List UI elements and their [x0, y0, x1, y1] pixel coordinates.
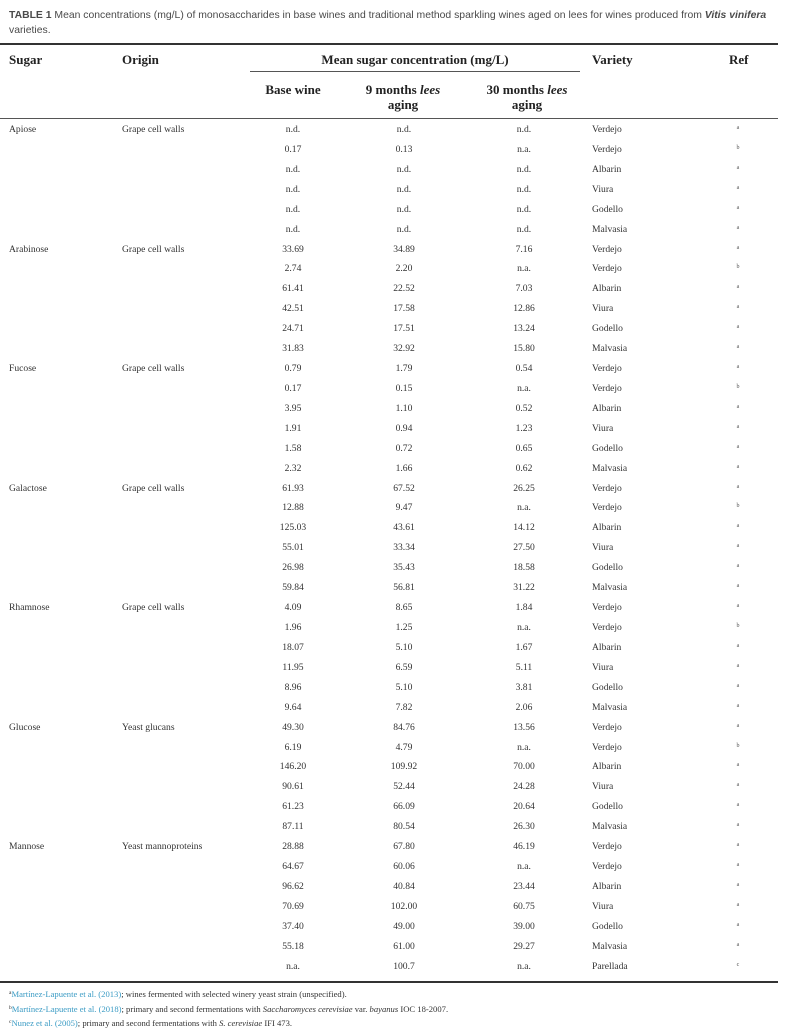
cell-9-months: 5.10 [395, 681, 413, 693]
cell-9-months: 100.7 [393, 960, 415, 972]
cell-variety: Albarin [592, 283, 622, 295]
caption-species: Vitis vinifera [704, 10, 767, 21]
cell-variety: Albarin [592, 522, 622, 534]
cell-base-wine: 42.51 [282, 303, 304, 315]
cell-30-months: 7.16 [515, 243, 533, 255]
cell-30-months: 1.23 [515, 422, 533, 434]
cell-30-months: n.a. [517, 741, 531, 753]
cell-variety: Malvasia [592, 343, 628, 355]
footnote-b: $^b$Martínez-Lapuente et al. (2018); primary and second fermentations with Saccharomyces cerevisiae var. bayanus IOC 18-2007. [9, 1004, 449, 1014]
cell-30-months: n.d. [516, 163, 532, 175]
cell-ref: a [736, 403, 740, 410]
cell-variety: Verdejo [592, 602, 622, 614]
cell-variety: Albarin [592, 402, 622, 414]
cell-base-wine: 55.18 [282, 940, 304, 952]
cell-30-months: 27.50 [513, 542, 535, 554]
cell-variety: Godello [592, 801, 623, 813]
cell-9-months: n.d. [396, 124, 412, 135]
cell-base-wine: n.d. [285, 183, 301, 195]
cell-9-months: 0.72 [395, 442, 413, 454]
cell-variety: Verdejo [592, 741, 622, 753]
cell-30-months: 13.24 [513, 323, 535, 335]
cell-variety: Albarin [592, 163, 622, 175]
cell-ref: a [736, 463, 740, 470]
cell-variety: Viura [592, 183, 614, 195]
cell-30-months: n.d. [516, 124, 532, 135]
cell-variety: Godello [592, 681, 623, 693]
cell-base-wine: 28.88 [282, 841, 304, 853]
header-ref: Ref [729, 52, 749, 67]
cell-ref: b [736, 264, 740, 271]
header-group-rule [250, 71, 580, 72]
cell-9-months: n.d. [396, 223, 412, 235]
cell-base-wine: 2.74 [284, 263, 302, 275]
cell-variety: Godello [592, 442, 623, 454]
cell-30-months: 31.22 [513, 582, 535, 594]
cell-ref: a [736, 523, 740, 530]
cell-9-months: 52.44 [393, 781, 415, 793]
cell-base-wine: 2.32 [284, 462, 302, 474]
cell-variety: Malvasia [592, 701, 628, 713]
cell-origin: Yeast glucans [122, 721, 175, 733]
cell-30-months: n.a. [517, 382, 531, 394]
cell-base-wine: 18.07 [282, 641, 304, 653]
cell-ref: a [736, 862, 740, 869]
cell-origin: Grape cell walls [122, 363, 185, 375]
cell-ref: a [736, 184, 740, 191]
cell-30-months: 14.12 [513, 522, 535, 534]
cell-ref: a [736, 164, 740, 171]
cell-base-wine: n.d. [285, 223, 301, 235]
cell-9-months: 9.47 [395, 502, 413, 514]
cell-variety: Viura [592, 661, 614, 673]
cell-variety: Verdejo [592, 382, 622, 394]
cell-9-months: 0.94 [395, 422, 413, 434]
cell-base-wine: 26.98 [282, 562, 304, 574]
header-30-months: 30 months lees aging [486, 82, 568, 112]
cell-sugar: Rhamnose [9, 602, 50, 614]
cell-ref: a [736, 344, 740, 351]
cell-ref: b [736, 144, 740, 151]
cell-30-months: 60.75 [513, 900, 535, 912]
cell-ref: a [736, 881, 740, 888]
cell-sugar: Apiose [9, 124, 37, 135]
cell-variety: Godello [592, 920, 623, 932]
cell-9-months: 109.92 [390, 761, 418, 773]
cell-9-months: 8.65 [395, 602, 413, 614]
cell-variety: Verdejo [592, 243, 622, 255]
header-bottom-rule [0, 118, 778, 119]
cell-base-wine: 3.95 [284, 402, 302, 414]
cell-variety: Godello [592, 203, 623, 215]
cell-9-months: 66.09 [393, 801, 415, 813]
cell-9-months: 0.15 [395, 382, 413, 394]
cell-30-months: 15.80 [513, 343, 535, 355]
cell-30-months: n.a. [517, 502, 531, 514]
cell-9-months: 56.81 [393, 582, 415, 594]
cell-30-months: 1.67 [515, 641, 533, 653]
cell-30-months: 18.58 [513, 562, 535, 574]
cell-ref: a [736, 443, 740, 450]
cell-30-months: n.a. [517, 861, 531, 873]
cell-9-months: 17.51 [393, 323, 415, 335]
cell-ref: a [736, 364, 740, 371]
cell-base-wine: 0.79 [284, 363, 302, 375]
cell-9-months: 2.20 [395, 263, 413, 275]
cell-ref: a [736, 921, 740, 928]
cell-9-months: 1.66 [395, 462, 413, 474]
footnote-citation-link[interactable]: Martínez-Lapuente et al. (2018) [11, 1004, 122, 1014]
cell-9-months: 1.79 [395, 363, 413, 375]
cell-ref: a [736, 125, 740, 131]
cell-30-months: 26.30 [513, 821, 535, 833]
table-bottom-rule [0, 981, 778, 983]
cell-ref: a [736, 642, 740, 649]
cell-9-months: 102.00 [390, 900, 418, 912]
cell-base-wine: n.d. [285, 124, 301, 135]
cell-ref: a [736, 204, 740, 211]
cell-variety: Malvasia [592, 940, 628, 952]
cell-30-months: 23.44 [513, 880, 535, 892]
cell-ref: a [736, 802, 740, 809]
header-sugar: Sugar [9, 52, 43, 67]
cell-ref: b [736, 503, 740, 510]
cell-9-months: n.d. [396, 163, 412, 175]
cell-9-months: n.d. [396, 203, 412, 215]
cell-base-wine: 146.20 [279, 761, 307, 773]
cell-30-months: 0.65 [515, 442, 533, 454]
cell-origin: Grape cell walls [122, 124, 185, 135]
cell-30-months: 3.81 [515, 681, 533, 693]
cell-ref: a [736, 662, 740, 669]
cell-30-months: 26.25 [513, 482, 535, 494]
cell-base-wine: 8.96 [284, 681, 302, 693]
cell-9-months: 84.76 [393, 721, 415, 733]
cell-ref: a [736, 543, 740, 550]
cell-9-months: 32.92 [393, 343, 415, 355]
cell-ref: a [736, 901, 740, 908]
cell-origin: Grape cell walls [122, 243, 185, 255]
footnote-a: $^a$Martínez-Lapuente et al. (2013); wines fermented with selected winery yeast strain (unspecified). [9, 989, 347, 999]
cell-origin: Yeast mannoproteins [122, 841, 203, 853]
cell-30-months: n.a. [517, 143, 531, 155]
cell-variety: Verdejo [592, 482, 622, 494]
cell-9-months: 35.43 [393, 562, 415, 574]
cell-base-wine: 31.83 [282, 343, 304, 355]
cell-base-wine: 64.67 [282, 861, 304, 873]
cell-sugar: Mannose [9, 841, 45, 853]
cell-30-months: 7.03 [515, 283, 533, 295]
cell-base-wine: 61.23 [282, 801, 304, 813]
footnote-c: $^c$Nunez et al. (2005); primary and second fermentations with S. cerevisiae IFI 473. [9, 1018, 293, 1028]
cell-ref: a [736, 682, 740, 689]
cell-base-wine: 0.17 [284, 143, 302, 155]
cell-base-wine: 70.69 [282, 900, 304, 912]
cell-9-months: 1.25 [395, 622, 413, 633]
cell-sugar: Arabinose [9, 243, 49, 255]
header-variety: Variety [592, 52, 633, 67]
cell-variety: Viura [592, 303, 614, 315]
cell-30-months: 13.56 [513, 721, 535, 733]
cell-variety: Malvasia [592, 821, 628, 833]
cell-30-months: 1.84 [515, 602, 533, 614]
cell-base-wine: 59.84 [282, 582, 304, 594]
cell-variety: Albarin [592, 880, 622, 892]
cell-variety: Malvasia [592, 462, 628, 474]
cell-base-wine: 9.64 [284, 701, 302, 713]
cell-variety: Verdejo [592, 502, 622, 514]
header-base-wine: Base wine [265, 82, 321, 97]
cell-9-months: 1.10 [395, 402, 413, 414]
cell-ref: a [736, 563, 740, 570]
cell-30-months: 0.54 [515, 363, 533, 375]
cell-ref: a [736, 762, 740, 769]
cell-9-months: 7.82 [395, 701, 413, 713]
header-9-months: 9 months lees aging [365, 82, 441, 112]
caption-text: Mean concentrations (mg/L) of monosaccharides in base wines and traditional method sparkling wines aged on lees for wines produced from [54, 10, 702, 21]
cell-variety: Viura [592, 900, 614, 912]
cell-variety: Verdejo [592, 363, 622, 375]
cell-base-wine: 96.62 [282, 880, 304, 892]
cell-sugar: Galactose [9, 482, 47, 494]
cell-30-months: 46.19 [513, 841, 535, 853]
cell-ref: a [736, 702, 740, 709]
cell-variety: Albarin [592, 641, 622, 653]
cell-sugar: Fucose [9, 363, 37, 375]
cell-variety: Parellada [592, 960, 628, 972]
cell-30-months: n.d. [516, 203, 532, 215]
cell-variety: Viura [592, 542, 614, 554]
cell-30-months: 24.28 [513, 781, 535, 793]
cell-9-months: 17.58 [393, 303, 415, 315]
cell-9-months: 80.54 [393, 821, 415, 833]
cell-9-months: 67.80 [393, 841, 415, 853]
cell-9-months: 61.00 [393, 940, 415, 952]
cell-variety: Verdejo [592, 861, 622, 873]
cell-30-months: n.d. [516, 183, 532, 195]
cell-base-wine: 1.58 [284, 442, 302, 454]
cell-variety: Verdejo [592, 263, 622, 275]
cell-sugar: Glucose [9, 721, 41, 733]
header-mean-concentration: Mean sugar concentration (mg/L) [321, 52, 509, 67]
cell-base-wine: 0.17 [284, 382, 302, 394]
cell-30-months: 0.62 [515, 462, 533, 474]
cell-base-wine: 1.96 [284, 622, 302, 633]
cell-ref: a [736, 304, 740, 311]
cell-base-wine: 49.30 [282, 721, 304, 733]
cell-30-months: 2.06 [515, 701, 533, 713]
caption-text-end: varieties. [9, 25, 51, 36]
cell-variety: Verdejo [592, 143, 622, 155]
cell-9-months: 4.79 [395, 741, 413, 753]
cell-base-wine: 125.03 [279, 522, 307, 534]
cell-9-months: 67.52 [393, 482, 415, 494]
footnote-citation-link[interactable]: Nunez et al. (2005) [11, 1018, 78, 1028]
cell-ref: a [736, 822, 740, 829]
cell-ref: a [736, 842, 740, 849]
cell-base-wine: n.d. [285, 163, 301, 175]
cell-9-months: 5.10 [395, 641, 413, 653]
cell-variety: Albarin [592, 761, 622, 773]
cell-base-wine: 1.91 [284, 422, 302, 434]
cell-ref: a [736, 722, 740, 729]
cell-30-months: n.a. [517, 960, 531, 972]
cell-ref: b [736, 383, 740, 390]
cell-base-wine: 61.41 [282, 283, 304, 295]
cell-30-months: n.a. [517, 263, 531, 275]
cell-9-months: n.d. [396, 183, 412, 195]
cell-9-months: 22.52 [393, 283, 415, 295]
cell-base-wine: 11.95 [282, 661, 304, 673]
cell-base-wine: 37.40 [282, 920, 304, 932]
footnote-citation-link[interactable]: Martínez-Lapuente et al. (2013) [11, 989, 122, 999]
header-origin: Origin [122, 52, 159, 67]
cell-base-wine: n.d. [285, 203, 301, 215]
cell-30-months: n.d. [516, 223, 532, 235]
cell-variety: Verdejo [592, 124, 622, 135]
cell-9-months: 60.06 [393, 861, 415, 873]
cell-30-months: 0.52 [515, 402, 533, 414]
cell-variety: Verdejo [592, 622, 622, 633]
cell-9-months: 6.59 [395, 661, 413, 673]
table-label: TABLE 1 [9, 10, 52, 21]
cell-base-wine: 90.61 [282, 781, 304, 793]
cell-ref: a [736, 603, 740, 610]
cell-ref: a [736, 583, 740, 590]
cell-base-wine: 6.19 [284, 741, 302, 753]
cell-ref: a [736, 324, 740, 331]
cell-9-months: 43.61 [393, 522, 415, 534]
cell-30-months: 12.86 [513, 303, 535, 315]
cell-30-months: 20.64 [513, 801, 535, 813]
cell-variety: Malvasia [592, 223, 628, 235]
cell-ref: b [736, 623, 740, 629]
cell-variety: Malvasia [592, 582, 628, 594]
cell-origin: Grape cell walls [122, 482, 185, 494]
cell-30-months: 70.00 [513, 761, 535, 773]
cell-ref: a [736, 782, 740, 789]
cell-9-months: 0.13 [395, 143, 413, 155]
cell-9-months: 40.84 [393, 880, 415, 892]
cell-variety: Verdejo [592, 841, 622, 853]
cell-9-months: 49.00 [393, 920, 415, 932]
cell-ref: a [736, 224, 740, 231]
cell-base-wine: 33.69 [282, 243, 304, 255]
cell-ref: b [736, 742, 740, 749]
cell-9-months: 34.89 [393, 243, 415, 255]
cell-30-months: 5.11 [515, 661, 533, 673]
cell-variety: Godello [592, 323, 623, 335]
cell-9-months: 33.34 [393, 542, 415, 554]
cell-30-months: 39.00 [513, 920, 535, 932]
cell-variety: Godello [592, 562, 623, 574]
cell-variety: Verdejo [592, 721, 622, 733]
cell-base-wine: 4.09 [284, 602, 302, 614]
cell-ref: a [736, 483, 740, 490]
cell-ref: a [736, 423, 740, 430]
cell-ref: a [736, 284, 740, 291]
cell-30-months: 29.27 [513, 940, 535, 952]
table-caption [9, 8, 777, 38]
cell-base-wine: 24.71 [282, 323, 304, 335]
cell-base-wine: 12.88 [282, 502, 304, 514]
cell-origin: Grape cell walls [122, 602, 185, 614]
cell-base-wine: 61.93 [282, 482, 304, 494]
cell-ref: a [736, 941, 740, 948]
cell-base-wine: n.a. [286, 960, 300, 972]
cell-variety: Viura [592, 781, 614, 793]
cell-base-wine: 87.11 [282, 821, 304, 833]
cell-30-months: n.a. [517, 622, 531, 633]
cell-ref: c [736, 961, 740, 968]
cell-variety: Viura [592, 422, 614, 434]
cell-ref: a [736, 244, 740, 251]
cell-base-wine: 55.01 [282, 542, 304, 554]
table-top-rule [0, 43, 778, 45]
